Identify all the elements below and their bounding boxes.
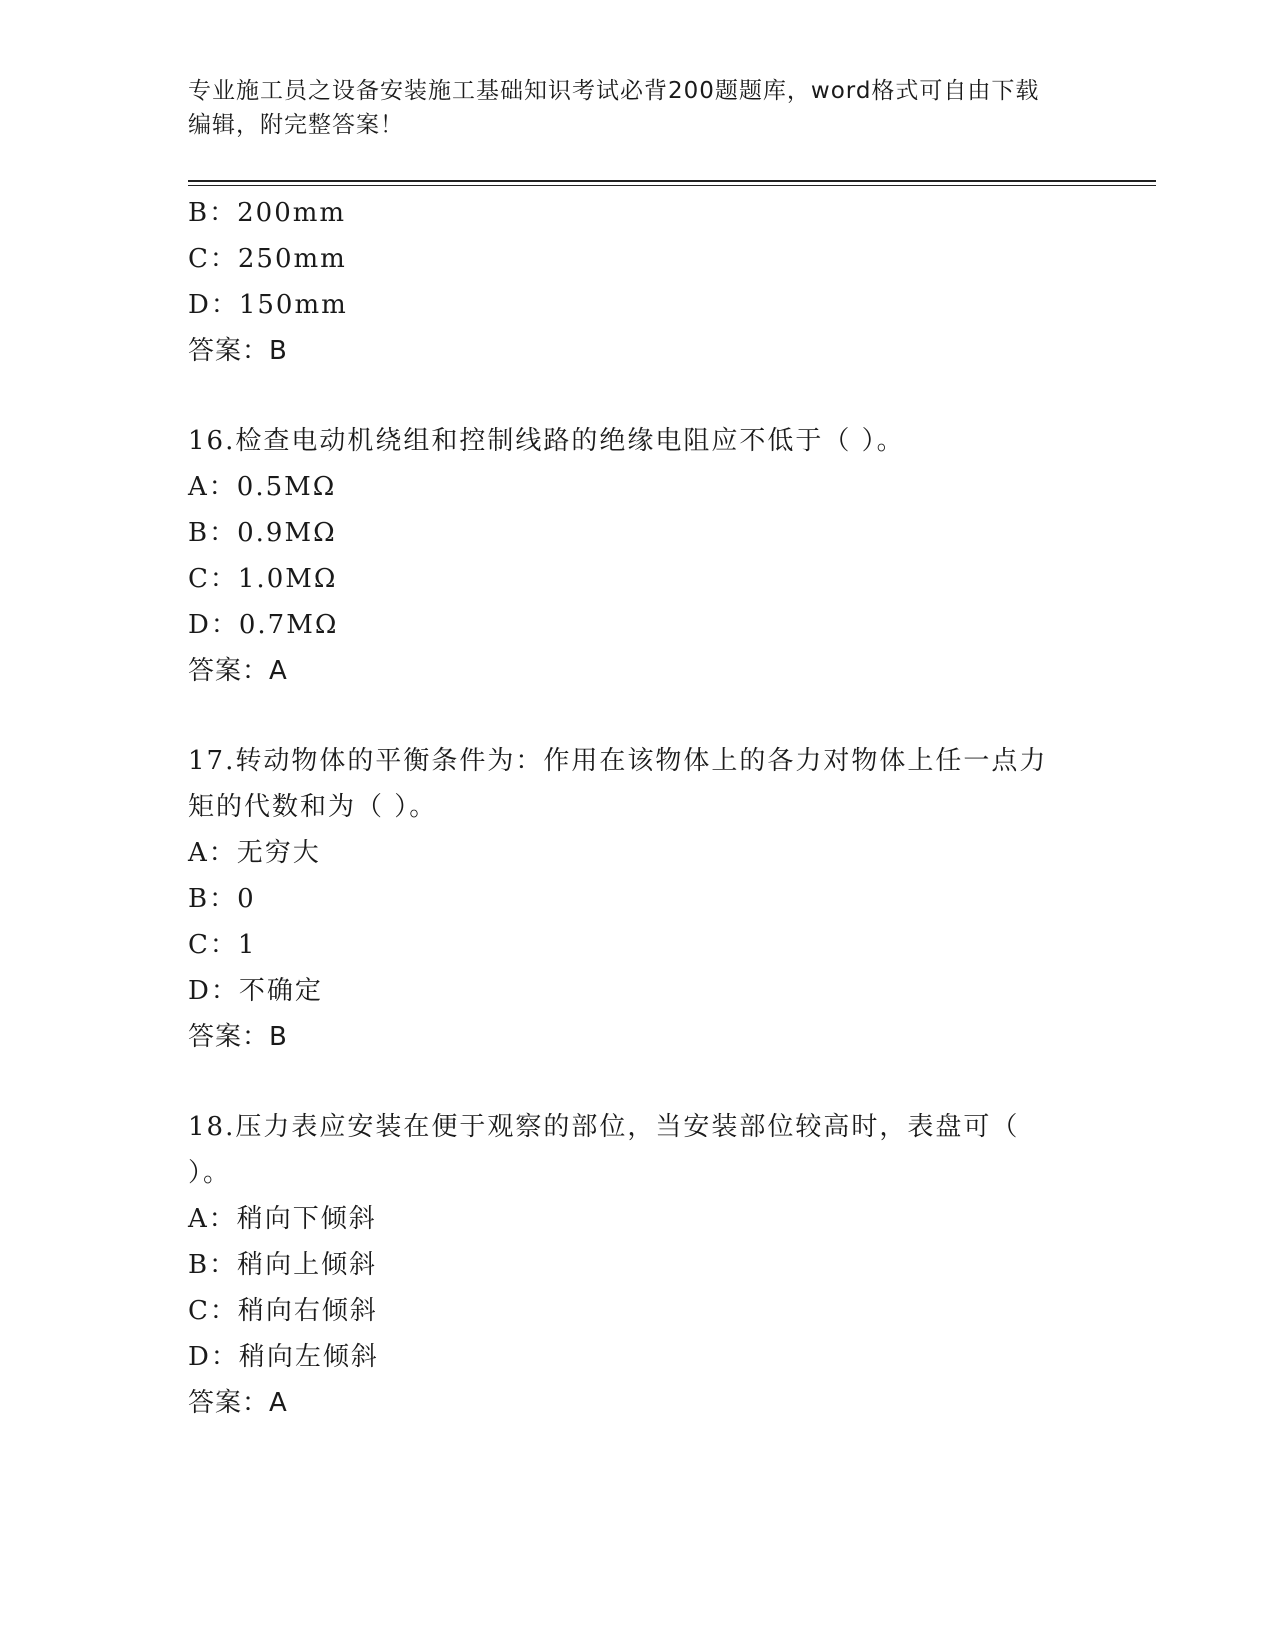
header-divider-thick (188, 180, 1156, 182)
option-c: C：1.0MΩ (188, 564, 338, 594)
question-list (188, 190, 1088, 1426)
question-18 (188, 1104, 1088, 1426)
question-text-line-1: 17.转动物体的平衡条件为：作用在该物体上的各力对物体上任一点力 (188, 746, 1048, 776)
answer-line: 答案：B (188, 1022, 288, 1052)
question-text-line-2: ）。 (188, 1158, 232, 1188)
spacer (188, 1060, 1088, 1104)
option-d: D：0.7MΩ (188, 610, 339, 640)
question-text: 16.检查电动机绕组和控制线路的绝缘电阻应不低于（ ）。 (188, 426, 905, 456)
question-text-line-1: 18.压力表应安装在便于观察的部位，当安装部位较高时，表盘可（ (188, 1112, 1020, 1142)
header-title-line-2: 编辑，附完整答案！ (188, 112, 404, 138)
option-d: D：不确定 (188, 976, 323, 1006)
option-d: D：150mm (188, 290, 348, 320)
option-b: B：稍向上倾斜 (188, 1250, 378, 1280)
question-17 (188, 738, 1088, 1060)
option-c: C：1 (188, 930, 257, 960)
question-text-line-2: 矩的代数和为（ ）。 (188, 792, 438, 822)
option-b: B：0 (188, 884, 256, 914)
question-15-continued (188, 190, 1088, 374)
option-c: C：250mm (188, 244, 347, 274)
option-b: B：200mm (188, 198, 347, 228)
option-c: C：稍向右倾斜 (188, 1296, 378, 1326)
option-a: A：无穷大 (188, 838, 321, 868)
document-header (188, 74, 1068, 142)
answer-line: 答案：A (188, 1388, 288, 1418)
option-a: A：0.5MΩ (188, 472, 337, 502)
option-d: D：稍向左倾斜 (188, 1342, 379, 1372)
header-divider-thin (188, 185, 1156, 186)
answer-line: 答案：A (188, 656, 288, 686)
spacer (188, 694, 1088, 738)
option-b: B：0.9MΩ (188, 518, 337, 548)
answer-line: 答案：B (188, 336, 288, 366)
option-a: A：稍向下倾斜 (188, 1204, 377, 1234)
question-16 (188, 418, 1088, 694)
spacer (188, 374, 1088, 418)
header-title-line-1: 专业施工员之设备安装施工基础知识考试必背200题题库，word格式可自由下载 (188, 78, 1040, 104)
